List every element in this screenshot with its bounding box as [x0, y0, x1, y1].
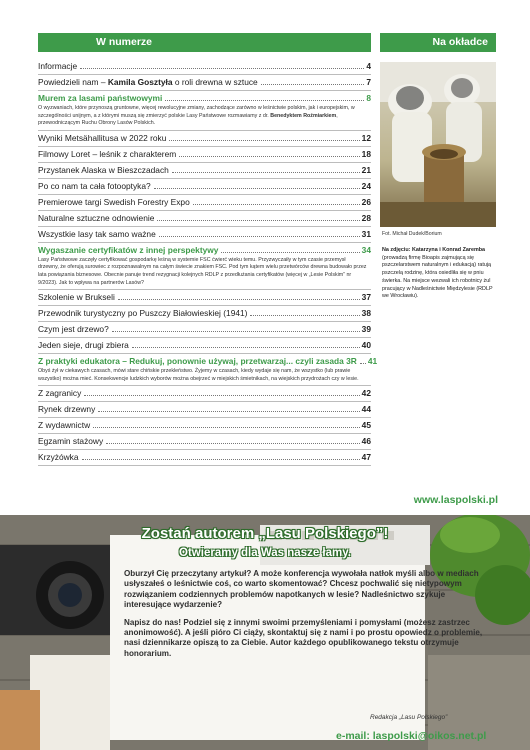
banner-paragraph: Oburzył Cię przeczytany artykuł? A może konferencja wywołała natłok myśli albo w mediach usłyszałeś o leśnictwie coś, co warto skomentować? Chcesz pochwalić się nietypowym rozwiązaniem codziennych problemów napotkanych w lesie? Nadleśnictwo szykuje interesujące wydarzenie?: [124, 569, 479, 610]
toc-title: Z zagranicy: [38, 388, 82, 399]
toc-title: Wygaszanie certyfikatów z innej perspektywy: [38, 244, 219, 255]
toc-title: Wyniki Metsähallitusa w 2022 roku: [38, 132, 167, 143]
toc-page-number: 24: [361, 180, 371, 191]
toc-row[interactable]: [38, 227, 371, 243]
toc-title: Premierowe targi Swedish Forestry Expo: [38, 196, 190, 207]
toc-title: Wszystkie lasy tak samo ważne: [38, 228, 156, 239]
table-of-contents: [38, 59, 378, 466]
toc-title: Egzamin stażowy: [38, 436, 104, 447]
toc-page-number: 4: [366, 61, 371, 71]
banner-paragraph: Napisz do nas! Podziel się z innymi swoimi przemyśleniami i pomysłami (możesz zastrzec anonimowość). A jeśli pióro Ci ciąży, skontaktuj się z nami i po prostu opowiedz o problemie, nasi dziennikarze opiszą to za Ciebie. Autor każdego opublikowanego tekstu otrzymuje honorarium.: [124, 617, 483, 658]
toc-description-text: , przewodniczącym Ruchu Obrony Lasów Polskich.: [38, 112, 338, 127]
author-invitation-banner: [0, 515, 530, 750]
toc-leader-dots: [84, 395, 359, 396]
banner-subtitle: Otwieramy dla Was nasze łamy.: [179, 547, 351, 559]
toc-title-person: Kamila Gosztyła: [107, 77, 173, 87]
toc-row[interactable]: [38, 322, 371, 338]
toc-row[interactable]: [38, 434, 371, 450]
toc-row[interactable]: [38, 195, 371, 211]
toc-page-number: 38: [361, 308, 371, 319]
banner-signature: Redakcja „Lasu Polskiego”: [370, 714, 448, 721]
banner-title: Zostań autorem „Lasu Polskiego”!: [141, 525, 389, 542]
toc-page-number: 18: [361, 148, 371, 159]
toc-leader-dots: [157, 220, 359, 221]
toc-row[interactable]: [38, 418, 371, 434]
toc-title: Informacje: [38, 61, 78, 71]
toc-row[interactable]: [38, 211, 371, 227]
toc-row[interactable]: [38, 131, 371, 147]
toc-description-text: Obyś żył w ciekawych czasach, mówi stare chińskie przekleństwo. Żyjemy w czasach, kiedy wydaje się nam, że wszystko (lub prawie wszystko) można mieć. Konsekwencje ludzkich wyborów można obejrzeć w miejskich śmietnikach, na wiejskich przydrożach czy w lesie.: [38, 368, 359, 382]
section-header-on-cover: [380, 33, 496, 52]
toc-page-number: 7: [366, 77, 371, 87]
cover-photo: [380, 62, 496, 227]
toc-page-number: 41: [367, 356, 378, 367]
toc-leader-dots: [193, 204, 360, 205]
toc-description: [38, 368, 371, 383]
toc-row[interactable]: [38, 306, 371, 322]
toc-leader-dots: [221, 252, 359, 253]
toc-title: Krzyżówka: [38, 452, 79, 463]
toc-leader-dots: [169, 140, 359, 141]
toc-page-number: 45: [361, 420, 371, 431]
toc-page-number: 37: [361, 292, 371, 303]
toc-row[interactable]: [38, 290, 371, 306]
banner-text: [124, 569, 494, 666]
toc-page-number: 26: [361, 196, 371, 207]
section-header-label: W numerze: [96, 36, 153, 48]
toc-page-number: 34: [361, 244, 371, 255]
toc-title: Filmowy Loret – leśnik z charakterem: [38, 148, 177, 159]
toc-page-number: 46: [361, 436, 371, 447]
website-link[interactable]: www.laspolski.pl: [413, 494, 498, 506]
toc-title-part: Powiedzieli nam –: [38, 77, 108, 87]
toc-row[interactable]: [38, 354, 378, 386]
toc-page-number: 21: [361, 164, 371, 175]
section-header-label: Na okładce: [432, 36, 488, 48]
toc-leader-dots: [360, 363, 366, 364]
toc-row[interactable]: [38, 91, 371, 131]
toc-title: Szkolenie w Brukseli: [38, 292, 115, 303]
section-header-in-issue: [38, 33, 371, 52]
toc-leader-dots: [93, 427, 360, 428]
toc-title: Jeden sieje, drugi zbiera: [38, 340, 129, 351]
toc-leader-dots: [154, 188, 360, 189]
toc-leader-dots: [172, 172, 360, 173]
toc-row[interactable]: [38, 243, 371, 290]
toc-description-text: Lasy Państwowe zaczęły certyfikować gospodarkę leśną w systemie FSC ćwierć wieku temu. Przyzwyczaiły w tym czasie przemysł drzewny, że oferują surowiec z rozpoznawalnym na całym świecie znakiem FSC. Pod tym kątem wielu przetwórców drewna budowało przez lata powiązania biznesowe. Obecnie panuje trend rezygnacji kolejnych RDLP z przedłużania certyfikatów (więcej w „Lesie Polskim” nr 9/2023). Jak to wpływa na partnerów Lasów?: [38, 256, 367, 286]
contact-email[interactable]: e-mail: laspolski@oikos.net.pl: [336, 730, 487, 742]
cover-caption-text: (prowadzą firmę Bioapis zajmującą się pszczelarstwem naturalnym i edukacją) ratują pszczelą rodzinę, która osiedliła się w pniu świerka. Na miejsce wezwali ich robotnicy żul pracujący w Nadleśnictwie Międzylesie (RDLP we Wrocławiu).: [382, 254, 493, 300]
toc-title: Z praktyki edukatora – Redukuj, ponownie używaj, przetwarzaj... czyli zasada 3R: [38, 356, 357, 367]
toc-title: Po co nam ta cała fotooptyka?: [38, 180, 151, 191]
toc-leader-dots: [261, 84, 365, 85]
toc-title: Przystanek Alaska w Bieszczadach: [38, 164, 169, 175]
toc-row[interactable]: [38, 179, 371, 195]
toc-leader-dots: [82, 459, 360, 460]
toc-page-number: 42: [361, 388, 371, 399]
toc-page-number: 12: [361, 132, 371, 143]
toc-row[interactable]: [38, 163, 371, 179]
toc-description-text: O wyzwaniach, które przynoszą gruntowne, więcej rewolucyjne zmiany, zachodzące zarówno w leśnictwie polskim, jak i europejskim, w szczególności unijnym, a z którymi muszą się zmierzyć polskie Lasy Państwowe rozmawiamy z dr.: [38, 105, 355, 119]
cover-caption: [382, 247, 496, 301]
toc-page-number: 47: [361, 452, 371, 463]
toc-description: [38, 105, 371, 128]
toc-title: Z wydawnictw: [38, 420, 91, 431]
photo-credit: Fot. Michał Dudek/Borium: [382, 231, 442, 237]
toc-leader-dots: [118, 299, 360, 300]
toc-leader-dots: [98, 411, 359, 412]
toc-page-number: 31: [361, 228, 371, 239]
toc-leader-dots: [112, 331, 360, 332]
toc-row[interactable]: [38, 386, 371, 402]
toc-row[interactable]: [38, 450, 371, 466]
toc-page-number: 28: [361, 212, 371, 223]
toc-row[interactable]: [38, 338, 371, 354]
toc-leader-dots: [250, 315, 359, 316]
toc-leader-dots: [132, 347, 360, 348]
toc-title: [38, 77, 258, 88]
toc-title-part: o roli drewna w sztuce: [172, 77, 258, 87]
toc-title: Rynek drzewny: [38, 404, 96, 415]
toc-row[interactable]: [38, 402, 371, 418]
toc-title: Przewodnik turystyczny po Puszczy Białowieskiej (1941): [38, 308, 248, 319]
toc-row[interactable]: [38, 147, 371, 163]
toc-title: Czym jest drzewo?: [38, 324, 109, 335]
toc-page-number: 39: [361, 324, 371, 335]
toc-page-number: 44: [361, 404, 371, 415]
toc-leader-dots: [165, 100, 364, 101]
toc-row[interactable]: [38, 59, 371, 75]
toc-page-number: 8: [366, 93, 371, 103]
toc-leader-dots: [159, 236, 360, 237]
cover-caption-lead: Na zdjęciu: Katarzyna i Konrad Zaremba: [382, 247, 486, 253]
toc-description: [38, 257, 371, 287]
toc-page-number: 40: [361, 340, 371, 351]
toc-title: Murem za lasami państwowymi: [38, 93, 163, 103]
toc-title: Naturalne sztuczne odnowienie: [38, 212, 155, 223]
toc-leader-dots: [80, 68, 364, 69]
toc-description-person: Benedyktem Roźmiarkiem: [270, 112, 337, 119]
toc-leader-dots: [179, 156, 359, 157]
toc-leader-dots: [106, 443, 360, 444]
toc-row[interactable]: [38, 75, 371, 91]
